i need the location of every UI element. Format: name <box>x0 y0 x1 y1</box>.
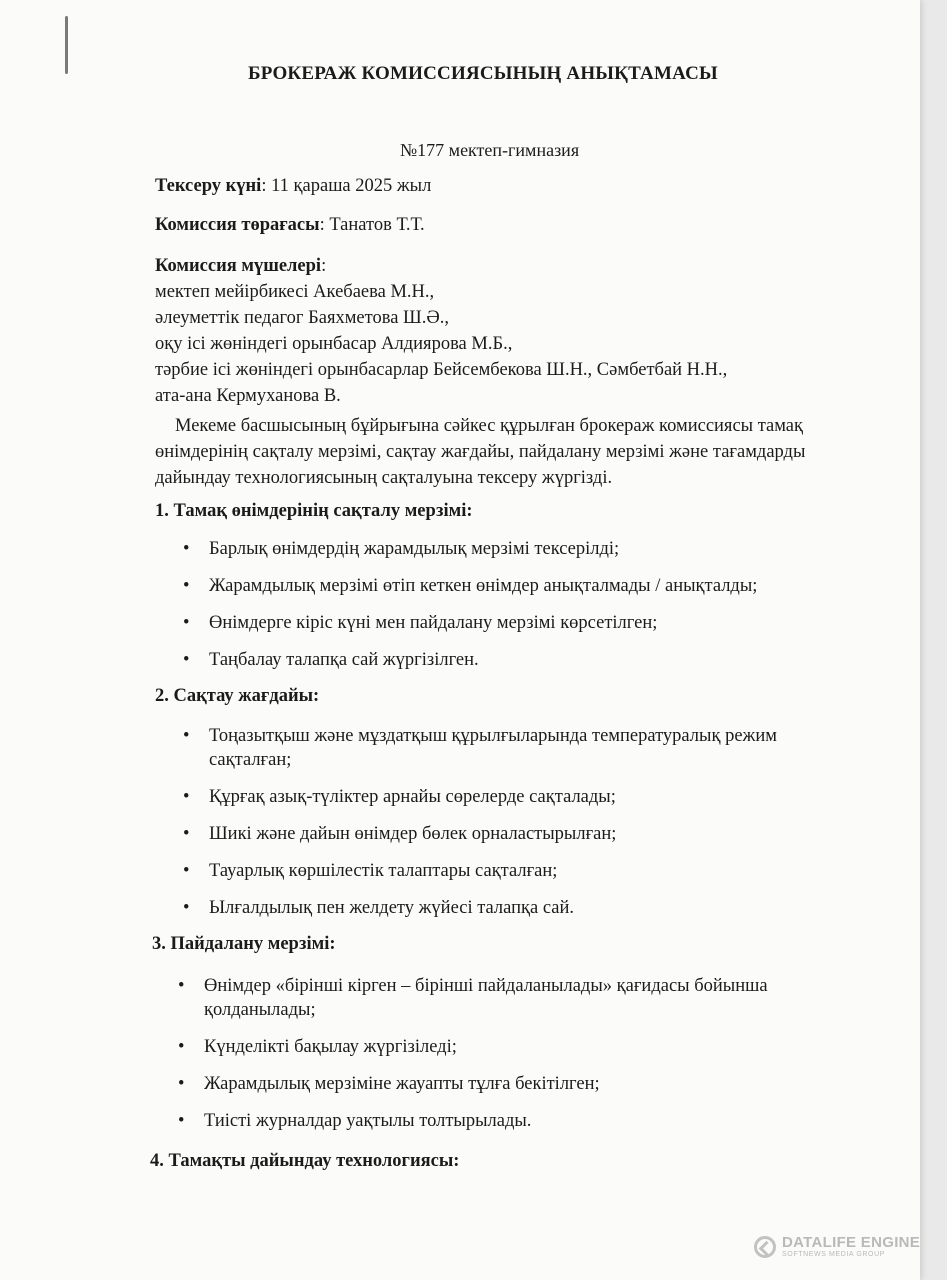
document-title: БРОКЕРАЖ КОМИССИЯСЫНЫҢ АНЫҚТАМАСЫ <box>248 63 718 84</box>
section-heading: 2. Сақтау жағдайы: <box>155 686 320 706</box>
check-date-label: Тексеру күні <box>155 176 262 196</box>
list-item: • Ылғалдылық пен желдету жүйесі талапқа сай. <box>183 896 848 920</box>
member-item: тәрбие ісі жөніндегі орынбасарлар Бейсембекова Ш.Н., Сәмбетбай Н.Н., <box>155 360 728 380</box>
list-item: • Өнімдерге кіріс күні мен пайдалану мерзімі көрсетілген; <box>183 611 843 635</box>
section-list <box>183 537 843 672</box>
section-heading: 4. Тамақты дайындау технологиясы: <box>150 1151 460 1171</box>
member-item: мектеп мейірбикесі Акебаева М.Н., <box>155 282 435 302</box>
member-item: оқу ісі жөніндегі орынбасар Алдиярова М.Б., <box>155 334 513 354</box>
list-item: • Тиісті журналдар уақтылы толтырылады. <box>178 1109 848 1133</box>
list-item: • Тауарлық көршілестік талаптары сақталған; <box>183 859 848 883</box>
page-edge-mark <box>65 16 68 74</box>
school-name: №177 мектеп-гимназия <box>400 140 580 160</box>
member-item: ата-ана Кермуханова В. <box>155 386 341 406</box>
list-item: • Өнімдер «бірінші кірген – бірінші пайдаланылады» қағидасы бойынша қолданылады; <box>178 974 848 1022</box>
section-list <box>178 974 848 1133</box>
members-label: Комиссия мүшелері <box>155 256 322 276</box>
list-item: • Құрғақ азық-түліктер арнайы сөрелерде сақталады; <box>183 785 848 809</box>
list-item: • Барлық өнімдердің жарамдылық мерзімі тексерілді; <box>183 537 843 561</box>
watermark <box>754 1235 920 1259</box>
members-block <box>155 253 727 409</box>
watermark-sub: SOFTNEWS MEDIA GROUP <box>782 1251 886 1258</box>
intro-paragraph: Мекеме басшысының бұйрығына сәйкес құрылған брокераж комиссиясы тамақ өнімдерінің сақталу мерзімі, сақтау жағдайы, пайдалану мерзімі және тағамдарды дайындау технологиясының сақталуына тексеру жүргізді. <box>155 416 806 488</box>
section-heading: 1. Тамақ өнімдерінің сақталу мерзімі: <box>155 501 473 521</box>
section-list <box>183 724 848 920</box>
section-heading: 3. Пайдалану мерзімі: <box>152 934 336 954</box>
list-item: • Жарамдылық мерзімі өтіп кеткен өнімдер анықталмады / анықталды; <box>183 574 843 598</box>
list-item: • Тоңазытқыш және мұздатқыш құрылғыларында температуралық режим сақталған; <box>183 724 848 772</box>
check-date-line <box>155 176 431 197</box>
watermark-name: DATALIFE ENGINE <box>782 1234 921 1251</box>
chairman-value: : Танатов Т.Т. <box>319 215 425 235</box>
list-item: • Таңбалау талапқа сай жүргізілген. <box>183 648 843 672</box>
chairman-line <box>155 215 425 236</box>
list-item: • Жарамдылық мерзіміне жауапты тұлға бекітілген; <box>178 1072 848 1096</box>
chairman-label: Комиссия төрағасы <box>155 215 320 235</box>
member-item: әлеуметтік педагог Баяхметова Ш.Ә., <box>155 308 449 328</box>
datalife-logo-icon <box>754 1236 776 1258</box>
list-item: • Шикі және дайын өнімдер бөлек орналастырылған; <box>183 822 848 846</box>
check-date-value: : 11 қараша 2025 жыл <box>261 176 432 196</box>
list-item: • Күнделікті бақылау жүргізіледі; <box>178 1035 848 1059</box>
members-colon: : <box>321 256 327 276</box>
